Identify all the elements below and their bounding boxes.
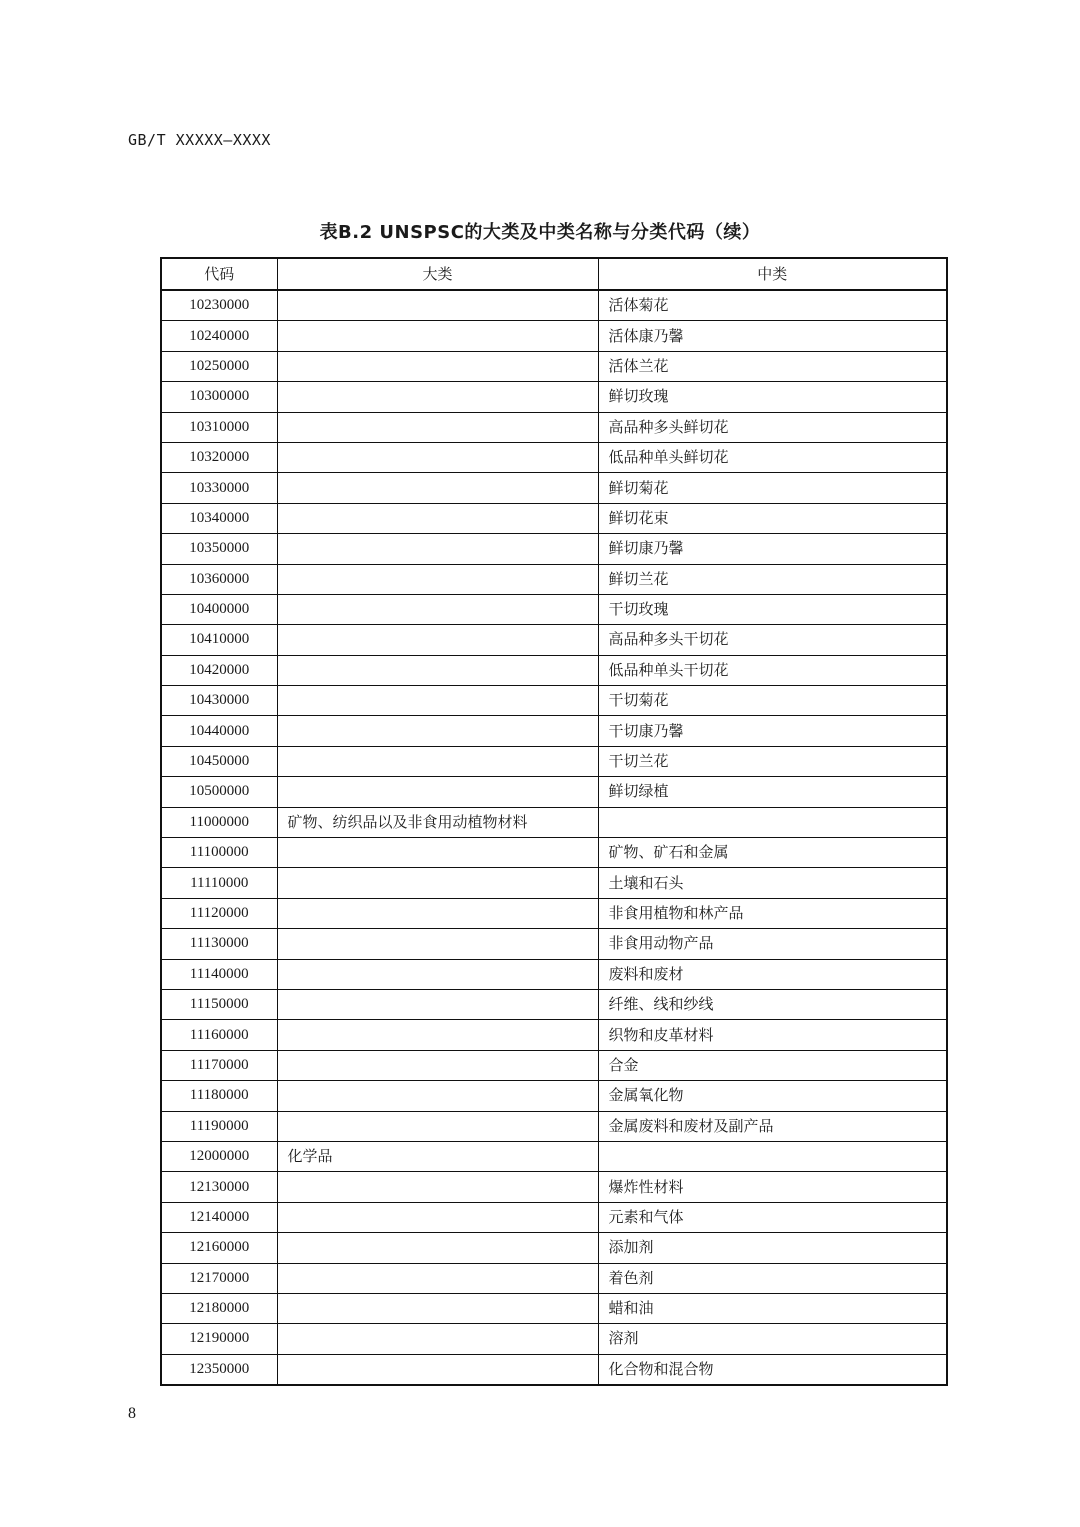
cell-code: 11140000 — [161, 959, 277, 989]
cell-major-category — [277, 534, 598, 564]
cell-code: 10330000 — [161, 473, 277, 503]
cell-code: 12170000 — [161, 1263, 277, 1293]
cell-major-category — [277, 686, 598, 716]
table-row — [161, 1111, 947, 1141]
cell-mid-category: 鲜切绿植 — [598, 777, 947, 807]
cell-mid-category: 干切兰花 — [598, 746, 947, 776]
table-row — [161, 655, 947, 685]
cell-mid-category: 活体菊花 — [598, 290, 947, 321]
cell-major-category — [277, 1020, 598, 1050]
table-row — [161, 1324, 947, 1354]
cell-major-category — [277, 625, 598, 655]
column-header-mid-category: 中类 — [598, 258, 947, 290]
cell-major-category — [277, 1050, 598, 1080]
cell-code: 11110000 — [161, 868, 277, 898]
cell-major-category — [277, 1293, 598, 1323]
cell-major-category: 化学品 — [277, 1141, 598, 1171]
table-row — [161, 898, 947, 928]
cell-code: 10230000 — [161, 290, 277, 321]
table-row — [161, 564, 947, 594]
cell-code: 11190000 — [161, 1111, 277, 1141]
standard-number: GB/T XXXXX—XXXX — [128, 131, 271, 149]
cell-mid-category: 鲜切兰花 — [598, 564, 947, 594]
cell-code: 11100000 — [161, 838, 277, 868]
table-row — [161, 1141, 947, 1171]
table-row — [161, 1354, 947, 1385]
cell-mid-category: 鲜切康乃馨 — [598, 534, 947, 564]
cell-major-category — [277, 473, 598, 503]
cell-mid-category: 干切康乃馨 — [598, 716, 947, 746]
cell-major-category — [277, 929, 598, 959]
cell-major-category — [277, 351, 598, 381]
cell-mid-category: 干切玫瑰 — [598, 594, 947, 624]
cell-mid-category: 非食用动物产品 — [598, 929, 947, 959]
cell-mid-category: 高品种多头鲜切花 — [598, 412, 947, 442]
cell-major-category — [277, 503, 598, 533]
cell-code: 10450000 — [161, 746, 277, 776]
column-header-code: 代码 — [161, 258, 277, 290]
cell-code: 10250000 — [161, 351, 277, 381]
cell-code: 10320000 — [161, 442, 277, 472]
cell-mid-category: 鲜切菊花 — [598, 473, 947, 503]
cell-major-category — [277, 1111, 598, 1141]
cell-code: 11160000 — [161, 1020, 277, 1050]
table-row — [161, 989, 947, 1019]
cell-mid-category: 纤维、线和纱线 — [598, 989, 947, 1019]
cell-major-category — [277, 777, 598, 807]
cell-mid-category: 低品种单头干切花 — [598, 655, 947, 685]
cell-code: 11180000 — [161, 1081, 277, 1111]
table-row — [161, 686, 947, 716]
cell-major-category — [277, 321, 598, 351]
cell-code: 11120000 — [161, 898, 277, 928]
table-row — [161, 959, 947, 989]
cell-mid-category: 爆炸性材料 — [598, 1172, 947, 1202]
cell-code: 10420000 — [161, 655, 277, 685]
cell-code: 10440000 — [161, 716, 277, 746]
cell-major-category — [277, 1263, 598, 1293]
cell-mid-category: 元素和气体 — [598, 1202, 947, 1232]
table-row — [161, 1172, 947, 1202]
cell-major-category — [277, 716, 598, 746]
cell-code: 12140000 — [161, 1202, 277, 1232]
cell-code: 10340000 — [161, 503, 277, 533]
cell-mid-category: 土壤和石头 — [598, 868, 947, 898]
cell-code: 12160000 — [161, 1233, 277, 1263]
cell-major-category — [277, 1172, 598, 1202]
cell-major-category — [277, 898, 598, 928]
table-row — [161, 1020, 947, 1050]
table-row — [161, 868, 947, 898]
cell-code: 11000000 — [161, 807, 277, 837]
cell-code: 11150000 — [161, 989, 277, 1019]
column-header-major-category: 大类 — [277, 258, 598, 290]
cell-code: 12350000 — [161, 1354, 277, 1385]
classification-table — [160, 257, 948, 1386]
cell-code: 10360000 — [161, 564, 277, 594]
table-row — [161, 625, 947, 655]
cell-major-category — [277, 594, 598, 624]
cell-major-category: 矿物、纺织品以及非食用动植物材料 — [277, 807, 598, 837]
table-row — [161, 777, 947, 807]
cell-major-category — [277, 1233, 598, 1263]
table-row — [161, 290, 947, 321]
cell-code: 10410000 — [161, 625, 277, 655]
table-row — [161, 412, 947, 442]
table-row — [161, 929, 947, 959]
cell-mid-category: 鲜切花束 — [598, 503, 947, 533]
table-row — [161, 1081, 947, 1111]
table-row — [161, 382, 947, 412]
table-row — [161, 1293, 947, 1323]
cell-mid-category: 活体兰花 — [598, 351, 947, 381]
table-row — [161, 1050, 947, 1080]
cell-major-category — [277, 382, 598, 412]
cell-major-category — [277, 868, 598, 898]
table-row — [161, 838, 947, 868]
cell-mid-category: 溶剂 — [598, 1324, 947, 1354]
cell-major-category — [277, 442, 598, 472]
table-row — [161, 594, 947, 624]
cell-code: 11170000 — [161, 1050, 277, 1080]
table-row — [161, 534, 947, 564]
cell-code: 10350000 — [161, 534, 277, 564]
table-row — [161, 716, 947, 746]
cell-mid-category — [598, 807, 947, 837]
table-title: 表B.2 UNSPSC的大类及中类名称与分类代码（续） — [319, 222, 761, 243]
cell-mid-category: 矿物、矿石和金属 — [598, 838, 947, 868]
cell-mid-category: 化合物和混合物 — [598, 1354, 947, 1385]
cell-major-category — [277, 412, 598, 442]
table-header-row — [161, 258, 947, 290]
cell-code: 12130000 — [161, 1172, 277, 1202]
cell-major-category — [277, 655, 598, 685]
cell-major-category — [277, 1202, 598, 1232]
cell-major-category — [277, 746, 598, 776]
cell-code: 10430000 — [161, 686, 277, 716]
table-row — [161, 1263, 947, 1293]
table-row — [161, 807, 947, 837]
cell-mid-category — [598, 1141, 947, 1171]
cell-mid-category: 织物和皮革材料 — [598, 1020, 947, 1050]
cell-major-category — [277, 1354, 598, 1385]
cell-mid-category: 金属氧化物 — [598, 1081, 947, 1111]
cell-major-category — [277, 989, 598, 1019]
cell-mid-category: 非食用植物和林产品 — [598, 898, 947, 928]
cell-code: 12000000 — [161, 1141, 277, 1171]
table-row — [161, 442, 947, 472]
cell-code: 10240000 — [161, 321, 277, 351]
classification-table-container — [160, 257, 946, 1386]
table-body — [161, 290, 947, 1385]
cell-mid-category: 废料和废材 — [598, 959, 947, 989]
page-number: 8 — [128, 1405, 136, 1422]
cell-code: 10500000 — [161, 777, 277, 807]
table-row — [161, 746, 947, 776]
cell-mid-category: 金属废料和废材及副产品 — [598, 1111, 947, 1141]
table-row — [161, 503, 947, 533]
cell-code: 12180000 — [161, 1293, 277, 1323]
cell-mid-category: 鲜切玫瑰 — [598, 382, 947, 412]
cell-code: 11130000 — [161, 929, 277, 959]
table-row — [161, 351, 947, 381]
cell-major-category — [277, 1324, 598, 1354]
cell-major-category — [277, 959, 598, 989]
cell-mid-category: 高品种多头干切花 — [598, 625, 947, 655]
cell-major-category — [277, 1081, 598, 1111]
cell-mid-category: 活体康乃馨 — [598, 321, 947, 351]
cell-major-category — [277, 290, 598, 321]
cell-code: 10310000 — [161, 412, 277, 442]
table-row — [161, 473, 947, 503]
cell-code: 10300000 — [161, 382, 277, 412]
cell-mid-category: 添加剂 — [598, 1233, 947, 1263]
table-row — [161, 1233, 947, 1263]
cell-mid-category: 着色剂 — [598, 1263, 947, 1293]
cell-major-category — [277, 838, 598, 868]
cell-mid-category: 合金 — [598, 1050, 947, 1080]
table-row — [161, 321, 947, 351]
cell-major-category — [277, 564, 598, 594]
cell-mid-category: 蜡和油 — [598, 1293, 947, 1323]
cell-code: 10400000 — [161, 594, 277, 624]
table-row — [161, 1202, 947, 1232]
cell-mid-category: 干切菊花 — [598, 686, 947, 716]
cell-code: 12190000 — [161, 1324, 277, 1354]
cell-mid-category: 低品种单头鲜切花 — [598, 442, 947, 472]
